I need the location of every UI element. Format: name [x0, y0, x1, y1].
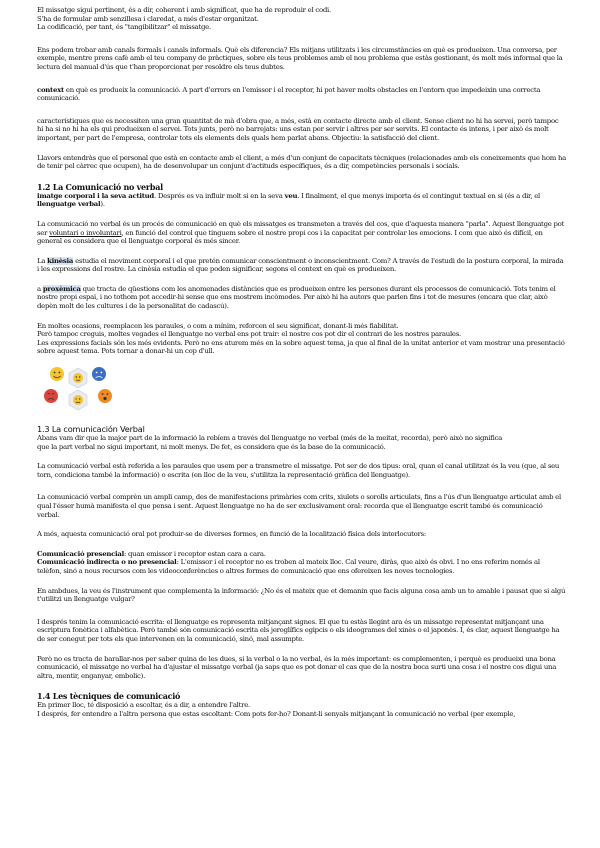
- intro-line-1: El missatge sigui pertinent, és a dir, coherent i amb significat, que ha de reproduir el codi.: [37, 6, 331, 14]
- techniques-line-1: En primer lloc, té disposició a escoltar, és a dir, a entendre l'altre.: [37, 701, 250, 710]
- indirecta-text: : L'emissor i el receptor no es troben al mateix lloc. Cal veure, diràs, que això és obvi. I no ens referim només al telèfon, sinó a nous recursos com les videoconferències o altres formes de comunicació que ens ofereixen les noves tecnologies.: [37, 558, 540, 575]
- techniques-line-2: I després, fer entendre a l'altra persona que estas escoltant: Com pots fer-ho? Donant-li senyals mitjançant la comunicació no verbal (per exemple,: [37, 709, 516, 718]
- nonverbal-text-b: , en funció del control que tinguem sobre el nostre propi cos i la capacitat per controlar les emocions. I com que això és difícil, en general es considera que el llenguatge corporal és més sincer.: [37, 228, 543, 246]
- happy-face-icon: [50, 367, 64, 381]
- presencial-text: : quan emissor i receptor estan cara a cara.: [123, 549, 266, 558]
- sad-face-icon: [92, 367, 106, 381]
- proxemica-paragraph: [37, 285, 566, 311]
- closing-line-2: Però tampoc creguis, moltes vegades el llenguatge no verbal ens pot trair: el nostre cos pot dir el contrari de les nostres paraules.: [37, 330, 461, 339]
- intro-line-2: S'ha de formular amb senzillesa i claredat, a més d'estar organitzat.: [37, 14, 259, 23]
- angry-face-icon: [44, 389, 58, 403]
- indirecta-term: Comunicació indirecta o no presencial: [37, 558, 177, 567]
- channels-paragraph: Ens podem trobar amb canals formals i canals informals. Què els diferencia? Els mitjans utilitzats i les circumstàncies en què es produeixen. Una conversa, per exemple, mentre prens cafè amb el teu company de pràctiques, sobre els teus problemes amb el nou problema que estàs gestionant, és molt més informal que la lectura del manual d'ús que t'han proporcionat per resoldre els teus dubtes.: [37, 45, 563, 71]
- verbal-intro-line-1: Abans vam dir que la major part de la informació la rebíem a través del llenguatge no verbal (més de la meitat, recorda), però això no significa: [37, 434, 503, 443]
- presencial-term: Comunicació presencial: [37, 549, 124, 558]
- lead-bold-term: imatge corporal i la seva actitud: [37, 191, 154, 200]
- lead-text-3: ).: [100, 200, 105, 209]
- verbal-definition: La comunicació verbal està referida a les paraules que usem per a transmetre el missatge. Pot ser de dos tipus: oral, quan el canal utilitzat és la veu (que, al seu torn, condiciona també la informació) o escrita (en lloc de la veu, s'utilitza la representació gràfica del llenguatge).: [37, 462, 560, 479]
- verbal-intro-line-2: que la part verbal no sigui important, ni molt menys. De fet, es considera que és la base de la comunicació.: [37, 442, 386, 451]
- lead-veu: veu: [284, 191, 298, 200]
- complement-paragraph: Però no es tracta de barallar-nos per saber quina de les dues, si la verbal o la no verbal, és la més important: es complementen, i perquè es produeixi una bona comunicació, el missatge no verbal ha d'ajustar el missatge verbal (ja saps que es pot donar el cas que de la nostra boca surti una cosa i el nostre cos digui una altra, mentir, enganyar, embolic).: [37, 654, 557, 680]
- voice-paragraph: En ambdues, la veu és l'instrument que complementa la informació: ¿No és el mateix que et demanin que facis alguna cosa amb un to amable i pausat que si algú t'utilitzi un llenguatge vulgar?: [37, 586, 566, 604]
- kinesia-pre: La: [37, 256, 48, 265]
- oral-forms: A més, aquesta comunicació oral pot produir-se de diverses formes, en funció de la localització física dels interlocutors:: [37, 530, 426, 539]
- surprised-face-icon: [98, 389, 112, 403]
- proxemica-term: proxèmica: [42, 284, 81, 293]
- section-1-2-lead: [37, 192, 566, 209]
- features-paragraph: característiques que es necessiten una gran quantitat de mà d'obra que, a més, està en contacte directe amb el client. Sense client no hi ha servei, però tampoc hi ha si no hi ha els qui produeixen el servei. Tots junts, però no barrejats: uns estan per servir i altres per ser servits. El contacte és intens, i per això és molt important, per part de l'empresa, controlar tots els elements dels quals hem parlat abans. Objectiu: la satisfacció del client.: [37, 116, 559, 142]
- verbal-scope: La comunicació verbal comprèn un ampli camp, des de manifestacions primàries com crits, xiulets o sorolls articulats, fins a l'ús d'un llenguatge articulat amb el qual l'ésser humà manifesta el que pensa i sent. Aquest llenguatge no ha de ser exclusivament oral: recorda que el llenguatge escrit també és comunicació verbal.: [37, 493, 561, 519]
- kinesia-paragraph: [37, 257, 566, 274]
- staff-paragraph: Llavors entendràs que el personal que està en contacte amb el client, a més d'un conjunt de capacitats tècniques (relacionades amb els coneixements que hom ha de tenir pel càrrec que ocupen), ha de desenvolupar un conjunt d'actituds específiques, és a dir, competències personals i socials.: [37, 153, 566, 171]
- lead-llenguatge: llenguatge verbal: [37, 200, 101, 209]
- lead-text-1: . Després es va influir molt si en la seva: [153, 191, 285, 200]
- neutral-face-icon: [73, 373, 83, 383]
- written-paragraph: I després tenim la comunicació escrita: el llenguatge es representa mitjançant signes. El que tu estàs llegint ara és un missatge representat mitjançant una escriptura fonètica i alfabètica. Però també són comunicació escrita els jeroglífics egipcis o els ideogrames del xinès o el japonès. I, és clar, aquest llenguatge ha de ser conegut per tots els que intervenen en la comunicació, sinó, mal assumpte.: [37, 617, 560, 643]
- context-text: en què es produeix la comunicació. A part d'errors en l'emissor i el receptor, hi pot haver molts obstacles en l'entorn que impedeixin una correcta comunicació.: [37, 85, 541, 103]
- section-1-4-heading: 1.4 Les tècniques de comunicació: [37, 691, 181, 702]
- lead-text-2: . I finalment, el que menys importa és el contingut textual en si (és a dir, el: [297, 191, 541, 200]
- closing-line-1: En moltes ocasions, reemplacen les paraules, o com a mínim, reforcen el seu significat, donant-li més fiabilitat.: [37, 321, 399, 330]
- context-term: context: [37, 85, 64, 94]
- indirecta-item: [37, 558, 566, 575]
- emotions-illustration: [37, 360, 119, 418]
- nonverbal-underlined: voluntari o involuntari: [49, 228, 122, 237]
- kinesia-term: kinèsia: [47, 256, 74, 265]
- closing-line-3: Les expressions facials són les més evidents. Però no ens aturem més en la sobre aquest tema, ja que al final de la unitat anterior et vam mostrar una presentació sobre aquest tema. Pots tornar a donar-hi un cop d'ull.: [37, 338, 565, 356]
- intro-line-3: La codificació, per tant, és "tangibilitzar" el missatge.: [37, 23, 211, 32]
- context-paragraph: [37, 86, 566, 103]
- nonverbal-definition: [37, 220, 566, 246]
- section-1-3-heading: 1.3 La comunicación Verbal: [37, 424, 145, 435]
- wink-face-icon: [73, 395, 83, 405]
- proxemica-text: que tracta de qüestions com les anomenades distàncies que es produeixen entre les persones durant els processos de comunicació. Tots tenim el nostre propi espai, i no tothom pot accedir-hi sense que ens mostrem incòmodes. Per això hi ha autors que parlen fins i tot de mesures (encara que clar, això depèn molt de les cultures i de la personalitat de cadascú).: [37, 284, 556, 311]
- section-1-2-heading: 1.2 La Comunicació no verbal: [37, 181, 163, 192]
- kinesia-text: estudia el moviment corporal i el que pretén comunicar conscientment o inconscientment. Com? A través de l'estudi de la postura corporal, la mirada i les expressions del rostre. La cinèsia estudia el que poden significar, segons el context en què es produeixen.: [37, 256, 564, 274]
- nonverbal-text-a: La comunicació no verbal és un procés de comunicació en què els missatges es transmeten a través del cos, que d'aquesta manera "parla". Aquest llenguatge pot ser: [37, 219, 565, 237]
- prox-pre: a: [37, 284, 43, 293]
